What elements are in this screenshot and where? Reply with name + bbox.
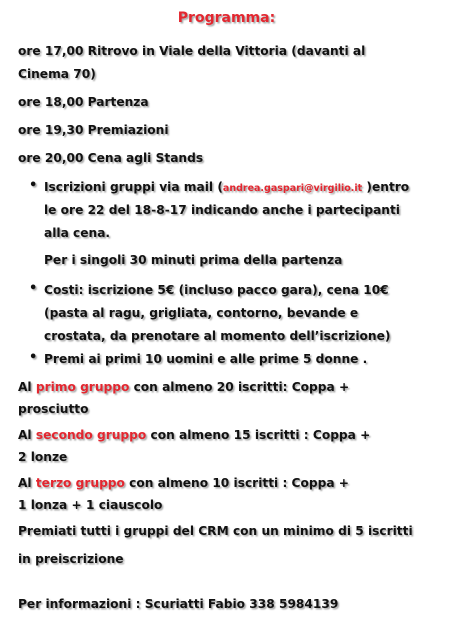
- contact-info: Per informazioni : Scuriatti Fabio 338 5984139: [18, 597, 339, 611]
- registration-prefix: Iscrizioni gruppi via mail (: [44, 180, 223, 194]
- bullet-dot: •: [29, 178, 38, 193]
- premiati-line: Premiati tutti i gruppi del CRM con un minimo di 5 iscritti: [18, 524, 413, 538]
- bullet-dot: •: [29, 350, 38, 365]
- prize-reward: 2 lonze: [18, 450, 68, 464]
- prize-third: [18, 476, 349, 490]
- prize-second: [18, 428, 370, 442]
- bullet-prizes: Premi ai primi 10 uomini e alle prime 5 donne .: [44, 352, 368, 366]
- prize-reward: prosciutto: [18, 402, 89, 416]
- bullet-dot: •: [29, 281, 38, 296]
- prize-prefix: Al: [18, 476, 36, 490]
- prize-reward: 1 lonza + 1 ciauscolo: [18, 498, 163, 512]
- prize-condition: con almeno 15 iscritti : Coppa +: [146, 428, 371, 442]
- prize-group-name: primo gruppo: [35, 380, 130, 394]
- schedule-line: ore 18,00 Partenza: [18, 95, 149, 109]
- email-link[interactable]: andrea.gaspari@virgilio.it: [222, 183, 363, 194]
- schedule-line: ore 17,00 Ritrovo in Viale della Vittoria (davanti al: [18, 44, 366, 58]
- bullet-line: crostata, da prenotare al momento dell’iscrizione): [44, 329, 391, 343]
- prize-group-name: terzo gruppo: [35, 476, 125, 490]
- prize-group-name: secondo gruppo: [35, 428, 147, 442]
- bullet-registration: [44, 180, 409, 194]
- bullet-line: Per i singoli 30 minuti prima della partenza: [44, 253, 343, 267]
- prize-prefix: Al: [18, 380, 36, 394]
- prize-condition: con almeno 20 iscritti: Coppa +: [129, 380, 350, 394]
- prize-prefix: Al: [18, 428, 36, 442]
- registration-suffix: )entro: [362, 180, 410, 194]
- premiati-line: in preiscrizione: [18, 552, 124, 566]
- bullet-line: (pasta al ragu, grigliata, contorno, bevande e: [44, 306, 359, 320]
- schedule-line: Cinema 70): [18, 67, 96, 81]
- page-title: Programma:: [177, 10, 276, 26]
- bullet-line: alla cena.: [44, 226, 111, 240]
- bullet-costs: Costi: iscrizione 5€ (incluso pacco gara), cena 10€: [44, 283, 389, 297]
- prize-first: [18, 380, 349, 394]
- schedule-line: ore 19,30 Premiazioni: [18, 123, 169, 137]
- bullet-line: le ore 22 del 18-8-17 indicando anche i partecipanti: [44, 203, 400, 217]
- schedule-line: ore 20,00 Cena agli Stands: [18, 151, 204, 165]
- prize-condition: con almeno 10 iscritti : Coppa +: [124, 476, 350, 490]
